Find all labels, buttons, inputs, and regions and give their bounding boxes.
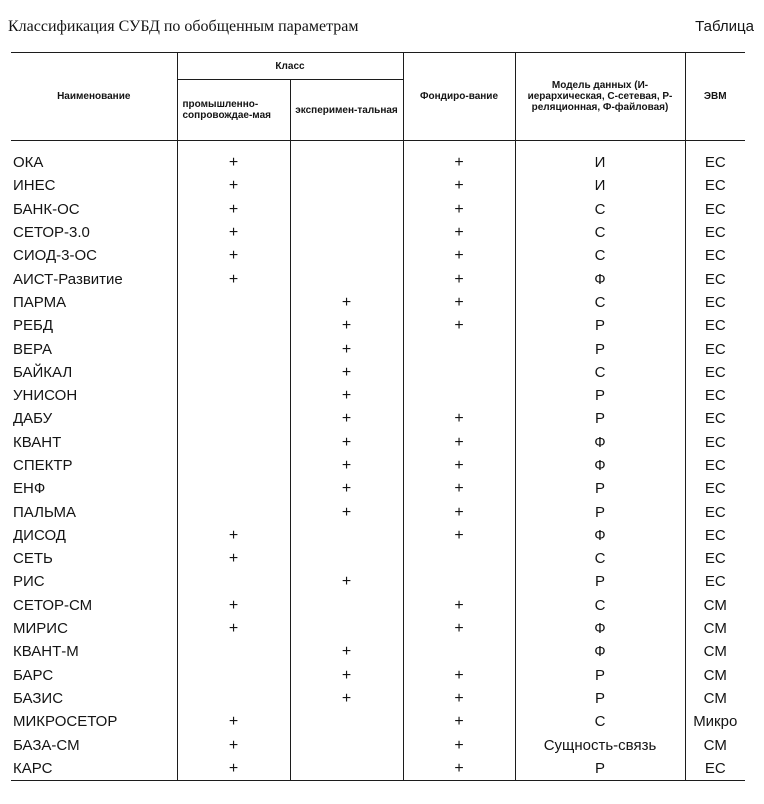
cell-funding xyxy=(403,361,515,384)
cell-computer: ЕС xyxy=(685,267,745,290)
cell-industrial xyxy=(177,664,290,687)
cell-computer: ЕС xyxy=(685,407,745,430)
cell-industrial xyxy=(177,384,290,407)
cell-experimental xyxy=(290,757,403,781)
cell-name: ДАБУ xyxy=(11,407,177,430)
cell-industrial: + xyxy=(177,710,290,733)
cell-industrial xyxy=(177,361,290,384)
cell-name: БАЙКАЛ xyxy=(11,361,177,384)
cell-data-model: Ф xyxy=(515,454,685,477)
cell-experimental xyxy=(290,267,403,290)
cell-funding: + xyxy=(403,594,515,617)
cell-name: УНИСОН xyxy=(11,384,177,407)
header-data-model: Модель данных (И-иерархическая, С-сетевая, Р-реляционная, Ф-файловая) xyxy=(515,53,685,141)
cell-funding: + xyxy=(403,198,515,221)
cell-name: ИНЕС xyxy=(11,174,177,197)
cell-name: ЕНФ xyxy=(11,477,177,500)
table-row xyxy=(11,361,745,384)
cell-experimental: + xyxy=(290,664,403,687)
cell-computer: СМ xyxy=(685,687,745,710)
cell-experimental xyxy=(290,244,403,267)
cell-data-model: Р xyxy=(515,384,685,407)
cell-industrial: + xyxy=(177,594,290,617)
cell-experimental: + xyxy=(290,500,403,523)
cell-name: КВАНТ-М xyxy=(11,640,177,663)
cell-data-model: Р xyxy=(515,407,685,430)
table-row xyxy=(11,710,745,733)
cell-data-model: Ф xyxy=(515,267,685,290)
table-row xyxy=(11,617,745,640)
table-row xyxy=(11,431,745,454)
table-row xyxy=(11,733,745,756)
table-row xyxy=(11,198,745,221)
table-row xyxy=(11,141,745,175)
cell-funding: + xyxy=(403,267,515,290)
cell-funding xyxy=(403,337,515,360)
cell-computer: ЕС xyxy=(685,314,745,337)
cell-experimental: + xyxy=(290,407,403,430)
cell-industrial: + xyxy=(177,757,290,781)
cell-computer: ЕС xyxy=(685,174,745,197)
cell-computer: ЕС xyxy=(685,244,745,267)
cell-industrial xyxy=(177,314,290,337)
cell-funding: + xyxy=(403,431,515,454)
cell-experimental xyxy=(290,524,403,547)
cell-data-model: С xyxy=(515,291,685,314)
cell-data-model: Сущность-связь xyxy=(515,733,685,756)
cell-name: БАЗИС xyxy=(11,687,177,710)
cell-computer: СМ xyxy=(685,640,745,663)
cell-data-model: Р xyxy=(515,687,685,710)
cell-funding: + xyxy=(403,141,515,175)
cell-data-model: С xyxy=(515,547,685,570)
cell-industrial xyxy=(177,477,290,500)
cell-experimental: + xyxy=(290,291,403,314)
cell-funding: + xyxy=(403,477,515,500)
table-row xyxy=(11,664,745,687)
cell-experimental: + xyxy=(290,640,403,663)
cell-name: БАЗА-СМ xyxy=(11,733,177,756)
cell-data-model: Р xyxy=(515,314,685,337)
cell-funding: + xyxy=(403,454,515,477)
cell-name: БАРС xyxy=(11,664,177,687)
cell-industrial: + xyxy=(177,617,290,640)
cell-funding: + xyxy=(403,291,515,314)
table-row xyxy=(11,337,745,360)
cell-data-model: С xyxy=(515,244,685,267)
cell-industrial: + xyxy=(177,174,290,197)
cell-data-model: И xyxy=(515,141,685,175)
cell-data-model: С xyxy=(515,594,685,617)
cell-experimental: + xyxy=(290,384,403,407)
header-industrial: промышленно-сопровождае-мая xyxy=(177,80,290,141)
cell-name: ПАЛЬМА xyxy=(11,500,177,523)
cell-data-model: С xyxy=(515,361,685,384)
cell-computer: ЕС xyxy=(685,141,745,175)
cell-data-model: Р xyxy=(515,477,685,500)
cell-funding: + xyxy=(403,733,515,756)
cell-name: МИКРОСЕТОР xyxy=(11,710,177,733)
cell-industrial: + xyxy=(177,524,290,547)
cell-funding: + xyxy=(403,314,515,337)
cell-computer: ЕС xyxy=(685,221,745,244)
cell-data-model: Ф xyxy=(515,431,685,454)
table-title: Классификация СУБД по обобщенным параметрам xyxy=(8,18,359,35)
table-row xyxy=(11,500,745,523)
cell-funding: + xyxy=(403,687,515,710)
cell-computer: ЕС xyxy=(685,757,745,781)
cell-name: МИРИС xyxy=(11,617,177,640)
table-row xyxy=(11,594,745,617)
cell-experimental: + xyxy=(290,314,403,337)
cell-computer: ЕС xyxy=(685,454,745,477)
cell-industrial xyxy=(177,570,290,593)
cell-computer: ЕС xyxy=(685,291,745,314)
cell-computer: Микро xyxy=(685,710,745,733)
table-row xyxy=(11,547,745,570)
cell-name: ПАРМА xyxy=(11,291,177,314)
cell-funding: + xyxy=(403,174,515,197)
cell-industrial: + xyxy=(177,267,290,290)
cell-name: СИОД-3-ОС xyxy=(11,244,177,267)
cell-experimental: + xyxy=(290,454,403,477)
cell-funding: + xyxy=(403,524,515,547)
cell-name: ДИСОД xyxy=(11,524,177,547)
cell-data-model: Р xyxy=(515,664,685,687)
cell-computer: ЕС xyxy=(685,570,745,593)
cell-industrial xyxy=(177,687,290,710)
cell-computer: ЕС xyxy=(685,431,745,454)
table-row xyxy=(11,267,745,290)
cell-funding: + xyxy=(403,221,515,244)
table-row xyxy=(11,524,745,547)
cell-experimental xyxy=(290,221,403,244)
cell-experimental xyxy=(290,710,403,733)
cell-name: СЕТЬ xyxy=(11,547,177,570)
cell-computer: СМ xyxy=(685,594,745,617)
cell-computer: СМ xyxy=(685,664,745,687)
cell-data-model: Р xyxy=(515,500,685,523)
cell-industrial: + xyxy=(177,141,290,175)
cell-industrial xyxy=(177,640,290,663)
table-header xyxy=(11,53,745,141)
cell-experimental xyxy=(290,617,403,640)
header-class: Класс xyxy=(177,53,403,80)
cell-funding: + xyxy=(403,757,515,781)
cell-industrial: + xyxy=(177,221,290,244)
cell-computer: ЕС xyxy=(685,384,745,407)
cell-name: ВЕРА xyxy=(11,337,177,360)
cell-funding: + xyxy=(403,407,515,430)
cell-computer: ЕС xyxy=(685,500,745,523)
cell-name: РИС xyxy=(11,570,177,593)
table-row xyxy=(11,407,745,430)
table-row xyxy=(11,244,745,267)
cell-data-model: Р xyxy=(515,337,685,360)
cell-industrial: + xyxy=(177,198,290,221)
cell-experimental xyxy=(290,174,403,197)
cell-industrial xyxy=(177,454,290,477)
cell-industrial xyxy=(177,431,290,454)
cell-data-model: С xyxy=(515,198,685,221)
cell-data-model: Ф xyxy=(515,617,685,640)
cell-funding: + xyxy=(403,664,515,687)
cell-funding: + xyxy=(403,617,515,640)
cell-experimental xyxy=(290,733,403,756)
table-row xyxy=(11,570,745,593)
cell-data-model: Ф xyxy=(515,524,685,547)
dbms-classification-table xyxy=(11,52,745,781)
table-row xyxy=(11,454,745,477)
cell-industrial: + xyxy=(177,733,290,756)
cell-computer: ЕС xyxy=(685,198,745,221)
table-row xyxy=(11,314,745,337)
cell-experimental xyxy=(290,198,403,221)
cell-data-model: Ф xyxy=(515,640,685,663)
cell-industrial xyxy=(177,291,290,314)
cell-name: СЕТОР-СМ xyxy=(11,594,177,617)
cell-funding: + xyxy=(403,244,515,267)
cell-name: РЕБД xyxy=(11,314,177,337)
cell-experimental: + xyxy=(290,570,403,593)
cell-funding xyxy=(403,640,515,663)
header-name: Наименование xyxy=(11,53,177,141)
cell-computer: ЕС xyxy=(685,547,745,570)
cell-experimental: + xyxy=(290,687,403,710)
table-row xyxy=(11,174,745,197)
cell-experimental: + xyxy=(290,361,403,384)
cell-industrial xyxy=(177,500,290,523)
cell-computer: СМ xyxy=(685,617,745,640)
cell-funding: + xyxy=(403,500,515,523)
cell-data-model: Р xyxy=(515,757,685,781)
table-label: Таблица xyxy=(695,18,754,35)
cell-experimental xyxy=(290,547,403,570)
cell-experimental: + xyxy=(290,431,403,454)
cell-computer: ЕС xyxy=(685,337,745,360)
cell-name: ОКА xyxy=(11,141,177,175)
cell-name: КВАНТ xyxy=(11,431,177,454)
cell-industrial: + xyxy=(177,244,290,267)
header-computer: ЭВМ xyxy=(685,53,745,141)
table-body xyxy=(11,141,745,781)
cell-name: КАРС xyxy=(11,757,177,781)
header-experimental: эксперимен-тальная xyxy=(290,80,403,141)
cell-experimental: + xyxy=(290,337,403,360)
cell-industrial: + xyxy=(177,547,290,570)
cell-name: СЕТОР-3.0 xyxy=(11,221,177,244)
cell-experimental xyxy=(290,141,403,175)
cell-computer: ЕС xyxy=(685,524,745,547)
cell-computer: СМ xyxy=(685,733,745,756)
cell-data-model: С xyxy=(515,221,685,244)
table-row xyxy=(11,757,745,781)
cell-funding xyxy=(403,384,515,407)
table-row xyxy=(11,687,745,710)
cell-industrial xyxy=(177,337,290,360)
cell-funding xyxy=(403,570,515,593)
cell-funding xyxy=(403,547,515,570)
cell-funding: + xyxy=(403,710,515,733)
cell-computer: ЕС xyxy=(685,361,745,384)
table-row xyxy=(11,291,745,314)
cell-name: БАНК-ОС xyxy=(11,198,177,221)
cell-experimental xyxy=(290,594,403,617)
cell-computer: ЕС xyxy=(685,477,745,500)
table-caption xyxy=(8,14,754,38)
table-row xyxy=(11,640,745,663)
header-funding: Фондиро-вание xyxy=(403,53,515,141)
cell-data-model: С xyxy=(515,710,685,733)
table-row xyxy=(11,221,745,244)
table-row xyxy=(11,384,745,407)
cell-data-model: Р xyxy=(515,570,685,593)
table-row xyxy=(11,477,745,500)
cell-experimental: + xyxy=(290,477,403,500)
cell-industrial xyxy=(177,407,290,430)
cell-name: СПЕКТР xyxy=(11,454,177,477)
cell-data-model: И xyxy=(515,174,685,197)
cell-name: АИСТ-Развитие xyxy=(11,267,177,290)
